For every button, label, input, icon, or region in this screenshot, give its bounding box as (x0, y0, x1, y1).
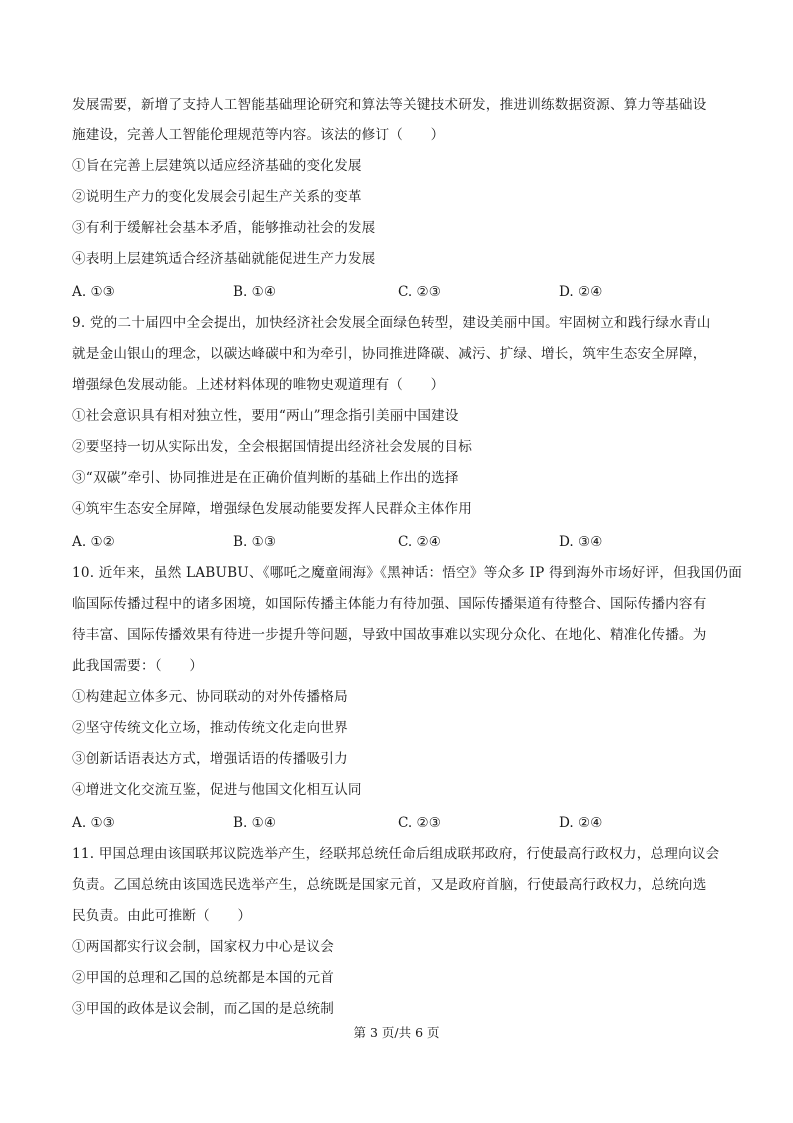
q8-option-d[interactable]: D. ②④ (559, 284, 603, 300)
q9-statement-1: ①社会意识具有相对独立性，要用“两山”理念指引美丽中国建设 (72, 408, 459, 424)
q10-stem-line-4: 此我国需要：（ ） (72, 658, 204, 674)
q11-stem-line-3: 民负责。由此可推断（ ） (72, 908, 252, 924)
q11-statement-1: ①两国都实行议会制，国家权力中心是议会 (72, 939, 335, 955)
q9-option-d[interactable]: D. ③④ (559, 534, 603, 550)
q10-statement-4: ④增进文化交流互鉴，促进与他国文化相互认同 (72, 782, 362, 798)
q9-statement-4: ④筑牢生态安全屏障，增强绿色发展动能要发挥人民群众主体作用 (72, 501, 473, 517)
q9-statement-3: ③“双碳”牵引、协同推进是在正确价值判断的基础上作出的选择 (72, 470, 459, 486)
q11-stem-line-1: 11. 甲国总理由该国联邦议院选举产生，经联邦总统任命后组成联邦政府，行使最高行政权力，总理向议会 (72, 846, 720, 862)
q10-stem-line-3: 待丰富、国际传播效果有待进一步提升等问题，导致中国故事难以实现分众化、在地化、精准化传播。为 (72, 627, 707, 643)
page-number-footer: 第 3 页/共 6 页 (353, 1025, 440, 1040)
q10-option-a[interactable]: A. ①③ (72, 815, 115, 831)
q8-option-a[interactable]: A. ①③ (72, 284, 115, 300)
q10-statement-1: ①构建起立体多元、协同联动的对外传播格局 (72, 689, 348, 705)
q10-stem-line-2: 临国际传播过程中的诸多困境，如国际传播主体能力有待加强、国际传播渠道有待整合、国际传播内容有 (72, 596, 707, 612)
q8-statement-2: ②说明生产力的变化发展会引起生产关系的变革 (72, 189, 362, 205)
q9-stem-line-1: 9. 党的二十届四中全会提出，加快经济社会发展全面绿色转型，建设美丽中国。牢固树立和践行绿水青山 (72, 315, 711, 331)
q10-options (72, 813, 722, 833)
q9-stem-line-2: 就是金山银山的理念，以碳达峰碳中和为牵引，协同推进降碳、减污、扩绿、增长，筑牢生态安全屏障， (72, 346, 707, 362)
q9-option-a[interactable]: A. ①② (72, 534, 115, 550)
q9-options (72, 532, 722, 552)
q11-statement-2: ②甲国的总理和乙国的总统都是本国的元首 (72, 970, 335, 986)
q10-option-d[interactable]: D. ②④ (559, 815, 603, 831)
q9-option-b[interactable]: B. ①③ (233, 534, 277, 550)
q8-stem-line-2: 施建设，完善人工智能伦理规范等内容。该法的修订（ ） (72, 127, 445, 143)
q11-statement-3: ③甲国的政体是议会制，而乙国的是总统制 (72, 1001, 335, 1017)
q10-statement-2: ②坚守传统文化立场，推动传统文化走向世界 (72, 720, 348, 736)
q9-statement-2: ②要坚持一切从实际出发，全会根据国情提出经济社会发展的目标 (72, 439, 473, 455)
q8-statement-4: ④表明上层建筑适合经济基础就能促进生产力发展 (72, 251, 376, 267)
q9-option-c[interactable]: C. ②④ (398, 534, 441, 550)
q8-option-b[interactable]: B. ①④ (233, 284, 277, 300)
q8-statement-1: ①旨在完善上层建筑以适应经济基础的变化发展 (72, 158, 362, 174)
q10-stem-line-1: 10. 近年来，虽然 LABUBU、《哪吒之魔童闹海》《黑神话：悟空》等众多 IP 得到海外市场好评，但我国仍面 (72, 565, 743, 581)
q9-stem-line-3: 增强绿色发展动能。上述材料体现的唯物史观道理有（ ） (72, 377, 445, 393)
q10-statement-3: ③创新话语表达方式，增强话语的传播吸引力 (72, 751, 348, 767)
q8-stem-line-1: 发展需要，新增了支持人工智能基础理论研究和算法等关键技术研发，推进训练数据资源、算力等基础设 (72, 97, 707, 113)
q8-statement-3: ③有利于缓解社会基本矛盾，能够推动社会的发展 (72, 220, 376, 236)
q10-option-c[interactable]: C. ②③ (398, 815, 441, 831)
q10-option-b[interactable]: B. ①④ (233, 815, 277, 831)
q8-option-c[interactable]: C. ②③ (398, 284, 441, 300)
q8-options (72, 282, 722, 302)
q11-stem-line-2: 负责。乙国总统由该国选民选举产生，总统既是国家元首，又是政府首脑，行使最高行政权力，总统向选 (72, 877, 707, 893)
